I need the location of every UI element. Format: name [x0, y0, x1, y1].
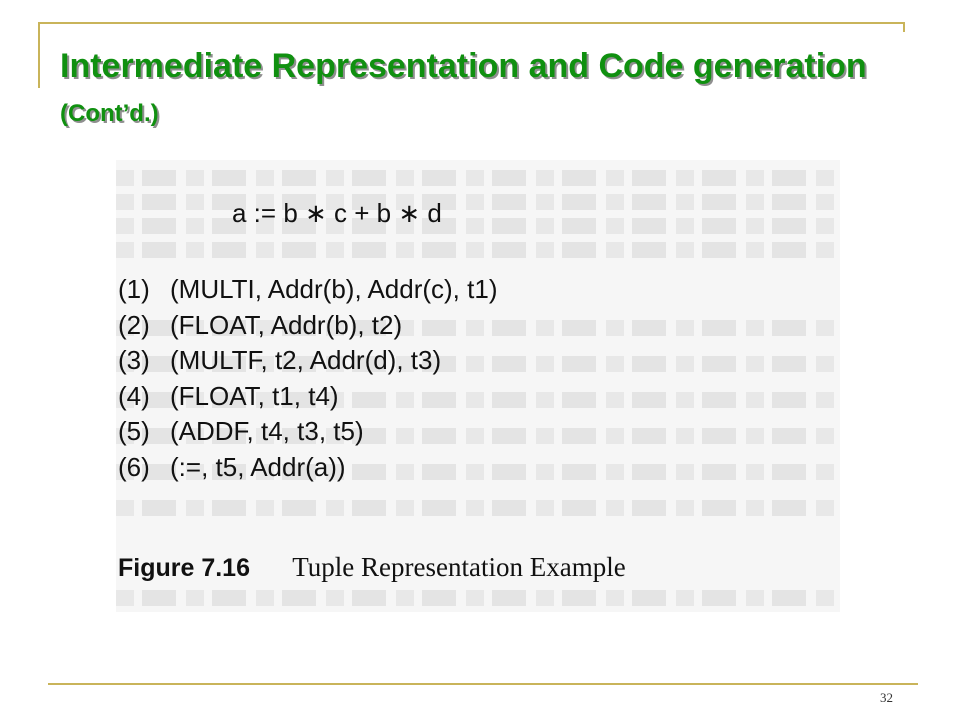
figure-caption-text: Tuple Representation Example	[292, 552, 626, 582]
tuple-row	[118, 379, 497, 415]
tuple-number: (4)	[118, 380, 150, 411]
tuple-row	[118, 308, 497, 344]
tuple-row	[118, 450, 497, 486]
source-expression: a := b ∗ c + b ∗ d	[232, 198, 442, 228]
tuple-text: (FLOAT, Addr(b), t2)	[170, 309, 403, 340]
bleed-through-text	[116, 170, 840, 186]
figure-image	[116, 160, 840, 612]
slide-title	[60, 44, 900, 136]
tuple-text: (:=, t5, Addr(a))	[170, 451, 346, 482]
frame-left-line	[38, 22, 40, 88]
figure-caption-label: Figure 7.16	[118, 554, 250, 582]
tuple-number: (3)	[118, 345, 150, 375]
bleed-through-text	[116, 242, 840, 258]
frame-top-line	[38, 22, 904, 24]
tuple-list	[118, 272, 497, 485]
tuple-text: (ADDF, t4, t3, t5)	[170, 416, 364, 446]
tuple-number: (6)	[118, 451, 150, 482]
tuple-number: (2)	[118, 309, 150, 340]
tuple-number: (1)	[118, 274, 150, 304]
tuple-number: (5)	[118, 416, 150, 446]
tuple-text: (MULTF, t2, Addr(d), t3)	[170, 345, 442, 375]
bleed-through-text	[116, 500, 840, 516]
tuple-row	[118, 272, 497, 308]
tuple-text: (FLOAT, t1, t4)	[170, 380, 339, 411]
tuple-row	[118, 414, 497, 450]
slide-title-main: Intermediate Representation and Code generation	[60, 47, 867, 85]
frame-right-tick	[903, 22, 905, 32]
slide-title-suffix: (Cont’d.)	[60, 100, 159, 127]
bleed-through-text	[116, 194, 840, 210]
bleed-through-text	[116, 218, 840, 234]
tuple-row	[118, 343, 497, 379]
figure-caption	[118, 552, 626, 583]
frame-bottom-line	[48, 683, 918, 685]
tuple-text: (MULTI, Addr(b), Addr(c), t1)	[170, 274, 498, 304]
bleed-through-text	[116, 590, 840, 606]
page-number: 32	[880, 690, 893, 705]
